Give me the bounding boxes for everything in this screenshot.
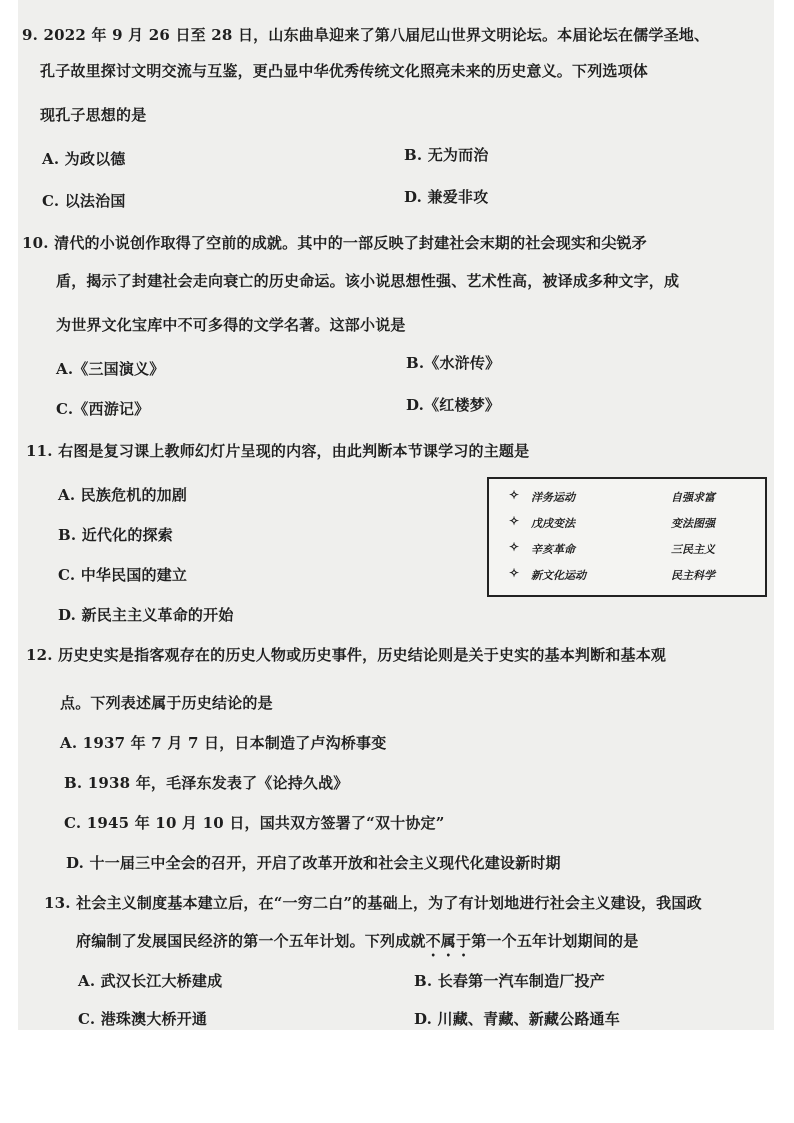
q13-stem-text-end: 第一个五年计划期间的是 <box>471 932 639 950</box>
q12-option-b[interactable]: B. 1938 年，毛泽东发表了《论持久战》 <box>64 774 349 792</box>
slide-row <box>489 487 765 507</box>
q12-stem-line-2: 点。下列表述属于历史结论的是 <box>60 694 273 712</box>
slide-row <box>489 539 765 559</box>
q9-stem-line-2: 孔子故里探讨文明交流与互鉴，更凸显中华优秀传统文化照亮未来的历史意义。下列选项体 <box>40 62 649 80</box>
slide-slogan: 自强求富 <box>671 491 715 504</box>
slide-event: 戊戌变法 <box>531 517 575 530</box>
diamond-bullet-icon: ✧ <box>509 488 520 502</box>
slide-row <box>489 565 765 585</box>
slide-event: 洋务运动 <box>531 491 575 504</box>
q9-stem-line-1: 9. 2022 年 9 月 26 日至 28 日，山东曲阜迎来了第八届尼山世界文明论坛。本届论坛在儒学圣地、 <box>22 26 710 44</box>
diamond-bullet-icon: ✧ <box>509 566 520 580</box>
q9-option-d[interactable]: D. 兼爱非攻 <box>404 188 489 206</box>
q10-option-a[interactable]: A.《三国演义》 <box>56 360 165 378</box>
q11-option-c[interactable]: C. 中华民国的建立 <box>58 566 188 584</box>
slide-row <box>489 513 765 533</box>
q11-option-a[interactable]: A. 民族危机的加剧 <box>58 486 188 504</box>
q13-emphasis: 不属于 <box>425 932 472 950</box>
q9-option-c[interactable]: C. 以法治国 <box>42 192 126 210</box>
slide-slogan: 变法图强 <box>671 517 715 530</box>
q13-stem-line-2 <box>76 930 638 960</box>
q12-stem-line-1: 12. 历史史实是指客观存在的历史人物或历史事件，历史结论则是关于史实的基本判断和基本观 <box>26 646 667 664</box>
slide-slogan: 三民主义 <box>671 543 715 556</box>
q13-option-b[interactable]: B. 长春第一汽车制造厂投产 <box>414 972 605 990</box>
q11-option-b[interactable]: B. 近代化的探索 <box>58 526 173 544</box>
diamond-bullet-icon: ✧ <box>509 540 520 554</box>
q12-option-c[interactable]: C. 1945 年 10 月 10 日，国共双方签署了“双十协定” <box>64 814 445 832</box>
q10-option-c[interactable]: C.《西游记》 <box>56 400 150 418</box>
slide-slogan: 民主科学 <box>671 569 715 582</box>
q9-stem-line-3: 现孔子思想的是 <box>40 106 147 124</box>
q12-option-d[interactable]: D. 十一届三中全会的召开，开启了改革开放和社会主义现代化建设新时期 <box>66 854 561 872</box>
q9-option-b[interactable]: B. 无为而治 <box>404 146 489 164</box>
slide-event: 新文化运动 <box>531 569 586 582</box>
q10-stem-line-1: 10. 清代的小说创作取得了空前的成就。其中的一部反映了封建社会末期的社会现实和尖锐矛 <box>22 234 647 252</box>
slide-event: 辛亥革命 <box>531 543 575 556</box>
q13-option-d[interactable]: D. 川藏、青藏、新藏公路通车 <box>414 1010 620 1028</box>
q10-stem-line-2: 盾，揭示了封建社会走向衰亡的历史命运。该小说思想性强、艺术性高，被译成多种文字，成 <box>56 272 680 290</box>
q13-option-c[interactable]: C. 港珠澳大桥开通 <box>78 1010 208 1028</box>
q12-option-a[interactable]: A. 1937 年 7 月 7 日，日本制造了卢沟桥事变 <box>60 734 387 752</box>
q10-option-b[interactable]: B.《水浒传》 <box>406 354 501 372</box>
diamond-bullet-icon: ✧ <box>509 514 520 528</box>
q11-stem: 11. 右图是复习课上教师幻灯片呈现的内容，由此判断本节课学习的主题是 <box>26 442 530 460</box>
q10-option-d[interactable]: D.《红楼梦》 <box>406 396 501 414</box>
q11-option-d[interactable]: D. 新民主主义革命的开始 <box>58 606 234 624</box>
q10-stem-line-3: 为世界文化宝库中不可多得的文学名著。这部小说是 <box>56 316 406 334</box>
q13-option-a[interactable]: A. 武汉长江大桥建成 <box>78 972 223 990</box>
q13-stem-line-1: 13. 社会主义制度基本建立后，在“一穷二白”的基础上，为了有计划地进行社会主义建设，我国政 <box>44 894 702 912</box>
slide-figure <box>487 477 767 597</box>
q13-stem-text: 府编制了发展国民经济的第一个五年计划。下列成就 <box>76 932 426 950</box>
q9-option-a[interactable]: A. 为政以德 <box>42 150 126 168</box>
